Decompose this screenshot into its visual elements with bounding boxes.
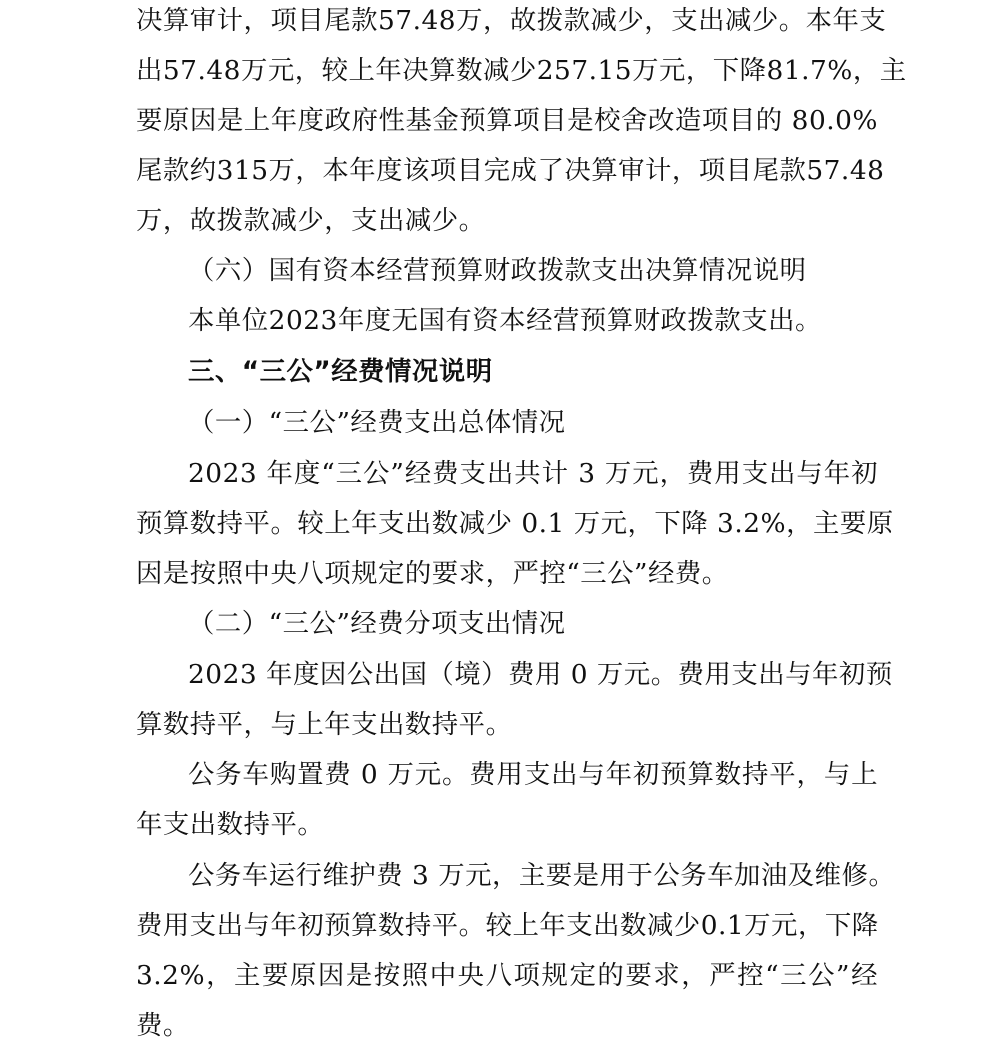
paragraph-line: 2023 年度因公出国（境）费用 0 万元。费用支出与年初预 [188,659,893,690]
paragraph-line: 因是按照中央八项规定的要求，严控“三公”经费。 [136,558,729,589]
paragraph-line: 预算数持平。较上年支出数减少 0.1 万元，下降 3.2%，主要原 [136,508,894,539]
paragraph-line: 公务车运行维护费 3 万元，主要是用于公务车加油及维修。 [188,860,896,891]
paragraph-line: 费用支出与年初预算数持平。较上年支出数减少0.1万元，下降 [136,910,879,941]
paragraph-line: 万，故拨款减少，支出减少。 [136,205,486,236]
paragraph-line: 公务车购置费 0 万元。费用支出与年初预算数持平，与上 [188,759,878,790]
paragraph-line: 本单位2023年度无国有资本经营预算财政拨款支出。 [188,305,822,336]
subsection-heading: （二）“三公”经费分项支出情况 [188,608,566,639]
paragraph-line: 算数持平，与上年支出数持平。 [136,709,513,740]
section-heading: 三、“三公”经费情况说明 [188,356,493,387]
subsection-heading: （一）“三公”经费支出总体情况 [188,407,566,438]
paragraph-line: 尾款约315万，本年度该项目完成了决算审计，项目尾款57.48 [136,155,885,186]
paragraph-line: 2023 年度“三公”经费支出共计 3 万元，费用支出与年初 [188,458,878,489]
paragraph-line: 决算审计，项目尾款57.48万，故拨款减少，支出减少。本年支 [136,5,887,36]
paragraph-line: 费。 [136,1010,190,1041]
paragraph-line: 出57.48万元，较上年决算数减少257.15万元，下降81.7%，主 [136,55,907,86]
paragraph-line: 3.2%，主要原因是按照中央八项规定的要求，严控“三公”经 [136,960,878,991]
paragraph-line: 要原因是上年度政府性基金预算项目是校舍改造项目的 80.0% [136,105,878,136]
paragraph-line: 年支出数持平。 [136,809,325,840]
subsection-heading: （六）国有资本经营预算财政拨款支出决算情况说明 [188,255,807,286]
